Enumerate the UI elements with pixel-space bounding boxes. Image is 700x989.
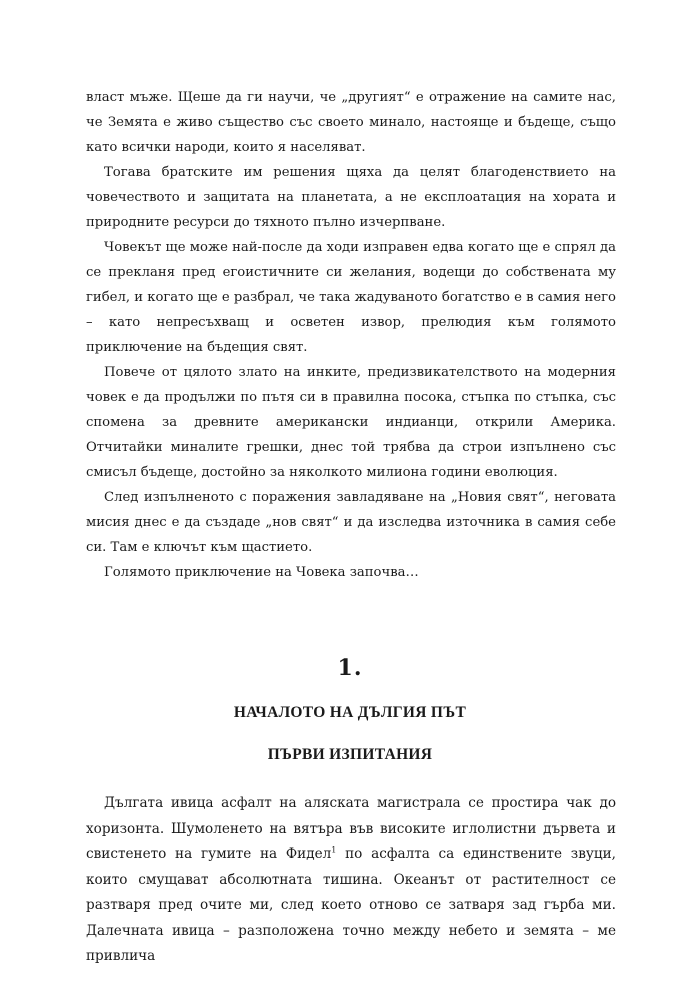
paragraph [86, 791, 616, 970]
paragraph: Тогава братските им решения щяха да целят благоденствието на човечеството и защитата на планетата, а не експлоатация на хората и природните ресурси до тяхното пълно изчерпване. [86, 165, 616, 230]
paragraph: Голямото приключение на Човека започва… [104, 565, 419, 580]
paragraph: власт мъже. Щеше да ги научи, че „другият“ е отражение на самите нас, че Земята е живо същество със своето минало, настояще и бъдеще, също като всички народи, които я населяват. [86, 90, 616, 155]
chapter-body [86, 791, 616, 970]
chapter-subtitle: ПЪРВИ ИЗПИТАНИЯ [267, 746, 433, 763]
chapter-title: НАЧАЛОТО НА ДЪЛГИЯ ПЪТ [233, 704, 467, 721]
chapter-number: 1. [337, 655, 363, 681]
body-text-part: Дългата ивица асфалт на аляската магистрала се простира чак до хоризонта. Шумоленето на вятъра във високите иглолистни дървета и свистенето на гумите на Фидел [86, 795, 616, 862]
paragraph: Човекът ще може най-после да ходи изправен едва когато ще е спрял да се прекланя пред егоистичните си желания, водещи до собствената му гибел, и когато ще е разбрал, че така жадуваното богатство е в самия него – като непресъхващ и осветен извор, прелюдия към голямото приключение на бъдещия свят. [86, 240, 616, 355]
paragraph: Повече от цялото злато на инките, предизвикателството на модерния човек е да продължи по пътя си в правилна посока, стъпка по стъпка, със спомена за древните американски индианци, открили Америка. Отчитайки миналите грешки, днес той трябва да строи изпълнено със смисъл бъдеще, достойно за няколкото милиона години еволюция. [86, 365, 616, 480]
footnote-marker[interactable]: 1 [331, 845, 337, 855]
paragraph: След изпълненото с поражения завладяване на „Новия свят“, неговата мисия днес е да създаде „нов свят“ и да изследва източника в самия себе си. Там е ключът към щастието. [86, 490, 616, 555]
intro-text [86, 85, 616, 585]
body-text-part: по асфалта са единствените звуци, които смущават абсолютната тишина. Океанът от растителност се разтваря пред очите ми, след което отново се затваря зад гърба ми. Далечната ивица – разположена точно между небето и земята – ме привлича [86, 846, 616, 964]
